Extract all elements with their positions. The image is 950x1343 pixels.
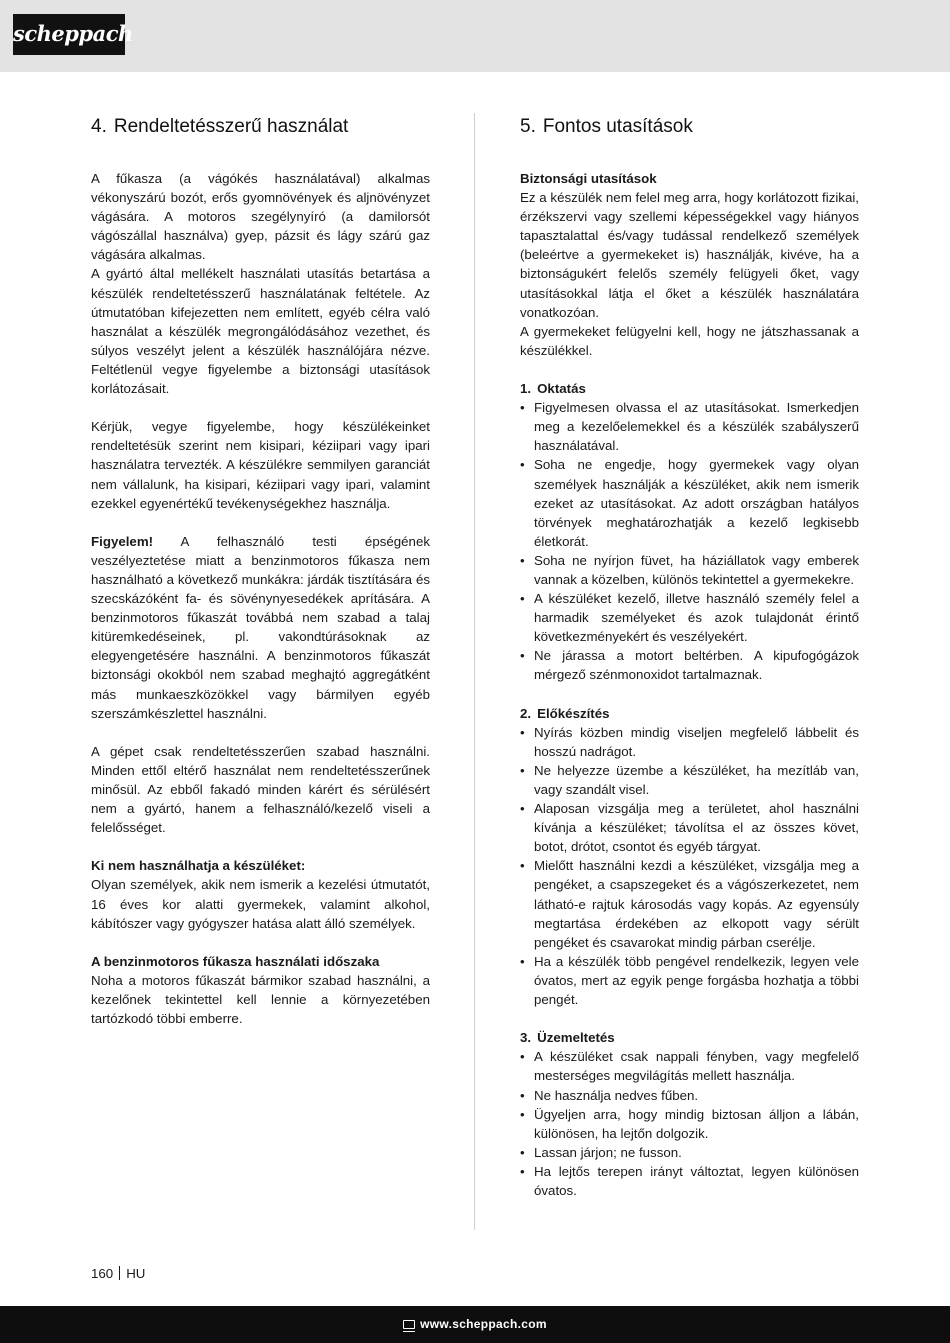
paragraph: A gépet csak rendeltetésszerűen szabad használni. Minden ettől eltérő használat nem rendeltetésszerűnek minősül. Az ebből fakadó minden kárért és sérülésért nem a gyártó, hanem a felhasználó/kezelő viseli a felelősséget. [91,743,430,836]
warning-paragraph [91,532,430,723]
list-item: • Ne használja nedves fűben. [520,1086,859,1105]
paragraph: Ez a készülék nem felel meg arra, hogy korlátozott fizikai, érzékszervi vagy szellemi képességekkel vagy hiányos tapasztalattal és/vagy tudással rendelkező személyek (beleértve a gyermekeket is) használják, kivéve, ha a biztonságukért felelős személy felügyeli őket, vagy utasításokkal látja el őket a készülék használatára vonatkozóan. [520,190,859,320]
subheading-number: 2. [520,705,532,721]
section-heading-important-instructions [520,114,859,140]
list-item: • Mielőtt használni kezdi a készüléket, vizsgálja meg a pengéket, a csapszegeket és a vágószerkezetet, nem látható-e rajtuk károsodás vagy kopás. Az egyensúly megtartása érdekében az elkopott vagy sérült pengéket és csavarokat mindig párban cserélje. [520,856,859,951]
list-item: • Nyírás közben mindig viseljen megfelelő lábbelit és hosszú nadrágot. [520,723,859,761]
warning-text: A felhasználó testi épségének veszélyeztetése miatt a benzinmotoros fűkasza nem használható a következő munkákra: járdák tisztítására és szecskázóként fa- és sövénynyesedékek aprítására. A benzinmotoros fűkaszát továbbá nem szabad a talaj kitüremkedéseinek, pl. vakondtúrásoknak az elegyengetésére használni. A benzinmotoros fűkaszát biztonsági okokból nem szabad meghajtó aggregátként más munkaeszközökkel vagy bármilyen egyéb szerszámkészlettel használni. [91,533,430,721]
paragraph: Olyan személyek, akik nem ismerik a kezelési útmutatót, 16 éves kor alatti gyermekek, valamint alkohol, kábítószer vagy gyógyszer hatása alatt álló személyek. [91,877,430,931]
page-number [91,1264,145,1283]
list-item: • Ne helyezze üzembe a készüléket, ha mezítláb van, vagy szandált visel. [520,761,859,799]
list-item: • Ha a készülék több pengével rendelkezik, legyen vele óvatos, mert az egyik penge forgásba hozhatja a többi pengét. [520,952,859,1009]
list-item: • Lassan járjon; ne fusson. [520,1143,859,1162]
column-divider [474,113,475,1230]
brand-logo: scheppach [13,14,125,55]
subheading-number: 3. [520,1030,532,1046]
list-item: • Ha lejtős terepen irányt változtat, legyen különösen óvatos. [520,1162,859,1200]
subheading-safety: Biztonsági utasítások [520,171,657,186]
language-code: HU [126,1266,146,1281]
subheading-title: Üzemeltetés [537,1030,615,1046]
footer-link[interactable] [0,1315,950,1333]
list-item: • A készüléket csak nappali fényben, vagy megfelelő mesterséges megvilágítás mellett használja. [520,1047,859,1085]
subheading-operation [520,1028,859,1047]
website-url[interactable]: www.scheppach.com [420,1317,547,1331]
training-list [520,398,859,684]
list-item: • Ne járassa a motort beltérben. A kipufogógázok mérgező szénmonoxidot tartalmaznak. [520,646,859,684]
list-item: • Soha ne engedje, hogy gyermekek vagy olyan személyek használják a készüléket, akik nem ismerik ezeket az utasításokat. Az adott országban hatályos törvények meghatározhatják a kezelő legkisebb életkorát. [520,455,859,550]
monitor-icon [403,1320,415,1329]
list-item: • A készüléket kezelő, illetve használó személy felel a harmadik személyeket és azok tulajdonát érintő következményekért és veszélyekért. [520,589,859,646]
subheading-title: Oktatás [537,381,586,397]
operation-list [520,1047,859,1200]
list-item: • Alaposan vizsgálja meg a területet, ahol használni kívánja a készüléket; távolítsa el az összes követ, botot, drótot, csontot és egyéb tárgyat. [520,799,859,856]
list-item: • Soha ne nyírjon füvet, ha háziállatok vagy emberek vannak a közelben, különös tekintettel a gyermekekre. [520,551,859,589]
section-heading-intended-use [91,114,430,140]
paragraph: Noha a motoros fűkaszát bármikor szabad használni, a kezelőnek tekintettel kell lennie a környezetében tartózkodó többi emberre. [91,972,430,1027]
warning-label: Figyelem! [91,533,154,549]
section-number: 4. [91,116,107,137]
paragraph: A gyermekeket felügyelni kell, hogy ne játszhassanak a készülékkel. [520,323,859,358]
subheading-number: 1. [520,381,532,397]
subheading-title: Előkészítés [537,705,610,721]
page-number-separator [119,1266,120,1280]
subheading-preparation [520,704,859,723]
right-column [520,114,859,1200]
subheading-who-cannot-use: Ki nem használhatja a készüléket: [91,858,306,874]
list-item: • Ügyeljen arra, hogy mindig biztosan álljon a lábán, különösen, ha lejtőn dolgozik. [520,1105,859,1143]
section-number: 5. [520,116,536,137]
section-title: Rendeltetésszerű használat [113,116,349,137]
footer-band [0,1306,950,1343]
header-band [0,0,950,72]
section-title: Fontos utasítások [542,116,693,137]
list-item: • Figyelmesen olvassa el az utasításokat. Ismerkedjen meg a kezelőelemekkel és a készülék szabályszerű használatával. [520,398,859,455]
subheading-usage-period: A benzinmotoros fűkasza használati időszaka [91,953,380,969]
preparation-list [520,723,859,1009]
page-number-value: 160 [91,1266,114,1281]
paragraph: Kérjük, vegye figyelembe, hogy készülékeinket rendeltetésük szerint nem kisipari, kéziipari vagy ipari használatra tervezték. A készülékre semmilyen garanciát nem vállalunk, ha kisipari, kéziipari vagy ipari, valamint ezekkel egyenértékű tevékenységekhez használja. [91,419,430,511]
subheading-training [520,379,859,398]
paragraph: A gyártó által mellékelt használati utasítás betartása a készülék rendeltetésszerű használatának feltétele. Az útmutatóban kifejezetten nem említett, egyéb célra való használat a készülék megrongálódásához vezethet, és súlyos veszélyt jelent a készülék használójára nézve. Feltétlenül vegye figyelembe a biztonsági utasítások korlátozásait. [91,266,430,397]
paragraph: A fűkasza (a vágókés használatával) alkalmas vékonyszárú bozót, erős gyomnövények és aljnövényzet vágására. A motoros szegélynyíró (a damilorsót vágószállal használva) gyep, pázsit és lágy szárú gaz vágására alkalmas. [91,171,430,263]
left-column [91,114,430,1028]
